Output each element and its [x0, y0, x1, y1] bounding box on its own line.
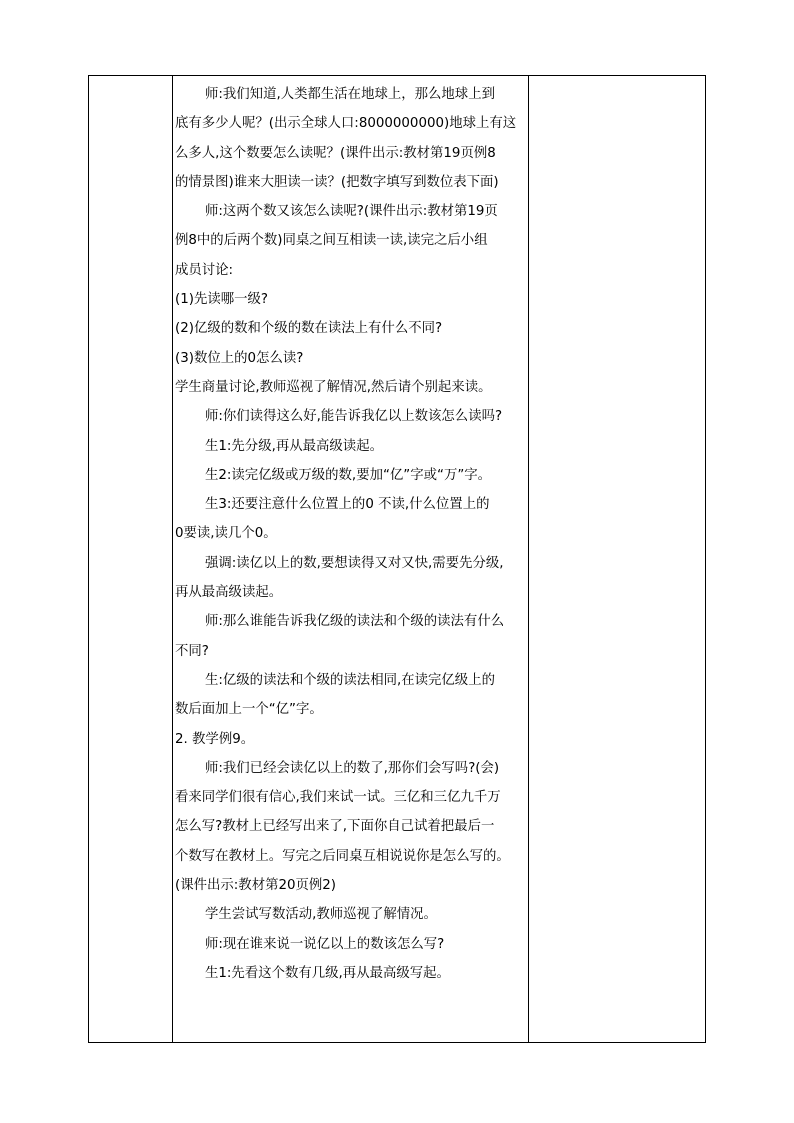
lesson-table [88, 75, 706, 1043]
text-line: 成员讨论: [175, 262, 234, 278]
lesson-content-cell [173, 76, 528, 988]
text-line: 2. 教学例9。 [175, 731, 255, 747]
column-divider-right [528, 76, 529, 1042]
text-line: 数后面加上一个“亿”字。 [175, 702, 323, 718]
text-line: 学生商量讨论,教师巡视了解情况,然后请个别起来读。 [175, 379, 492, 395]
text-line: 的情景图)谁来大胆读一读？(把数字填写到数位表下面) [175, 174, 499, 190]
text-line: 师:我们知道,人类都生活在地球上，那么地球上到 [205, 87, 495, 102]
text-line: 个数写在教材上。写完之后同桌互相说说你是怎么写的。 [175, 848, 510, 864]
text-line: (3)数位上的0怎么读? [175, 350, 304, 366]
text-line: 师:这两个数又该怎么读呢?(课件出示:教材第19页 [205, 204, 498, 220]
text-line: (2)亿级的数和个级的数在读法上有什么不同? [175, 321, 443, 337]
text-line: 师:那么谁能告诉我亿级的读法和个级的读法有什么 [205, 614, 505, 630]
text-line: 不同? [175, 643, 209, 659]
text-line: 么多人,这个数要怎么读呢？(课件出示:教材第19页例8 [175, 145, 496, 161]
text-line: 生1:先看这个数有几级,再从最高级写起。 [205, 965, 450, 981]
text-line: 0要读,读几个0。 [175, 526, 277, 542]
text-line: (课件出示:教材第20页例2) [175, 878, 337, 894]
text-line: 师:你们读得这么好,能告诉我亿以上数该怎么读吗? [205, 409, 503, 425]
text-line: 例8中的后两个数)同桌之间互相读一读,读完之后小组 [175, 233, 488, 249]
text-line: 底有多少人呢？(出示全球人口:8000000000)地球上有这 [175, 116, 517, 132]
text-line: 生2:读完亿级或万级的数,要加“亿”字或“万”字。 [205, 467, 492, 483]
text-line: 看来同学们很有信心,我们来试一试。三亿和三亿九千万 [175, 790, 501, 806]
text-line: 生1:先分级,再从最高级读起。 [205, 438, 383, 454]
text-line: 怎么写?教材上已经写出来了,下面你自己试着把最后一 [175, 819, 495, 835]
text-line: (1)先读哪一级? [175, 292, 269, 308]
text-line: 师:我们已经会读亿以上的数了,那你们会写吗?(会) [205, 760, 500, 776]
text-line: 学生尝试写数活动,教师巡视了解情况。 [205, 907, 437, 923]
text-line: 师:现在谁来说一说亿以上的数该怎么写? [205, 936, 445, 952]
text-line: 生3:还要注意什么位置上的0 不读,什么位置上的 [205, 497, 490, 513]
text-line: 强调:读亿以上的数,要想读得又对又快,需要先分级, [205, 555, 504, 571]
text-line: 再从最高级读起。 [175, 585, 283, 601]
text-line: 生:亿级的读法和个级的读法相同,在读完亿级上的 [205, 672, 495, 688]
